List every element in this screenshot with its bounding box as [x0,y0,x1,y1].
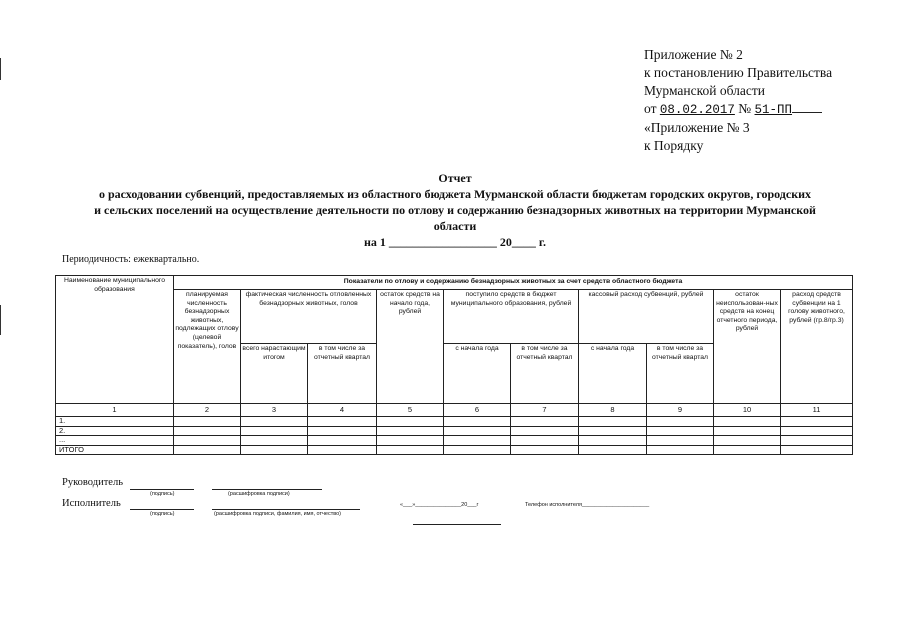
report-heading: Отчет [438,171,472,185]
table-row [56,417,853,427]
extra-line [413,524,501,525]
column-number: 7 [511,404,579,417]
row-label: ... [56,436,174,446]
date-blank: «___»_______________20___г [400,502,479,508]
header-balance-unused: остаток неиспользован-ных средств на конец отчетного периода, рублей [714,290,781,404]
head-sign-caption: (подпись) [150,491,175,497]
phone-field: Телефон исполнителя______________________ [525,502,650,508]
report-title-line: и сельских поселений на осуществление деятельности по отлову и содержанию безнадзорных животных на территории Мурманской [94,203,816,217]
row-label: 1. [56,417,174,427]
header-actual-total: всего нарастающим итогом [241,344,308,404]
column-number: 9 [647,404,714,417]
executor-sign-line [130,509,194,510]
header-received-quarter: в том числе за отчетный квартал [511,344,579,404]
report-table [55,275,853,455]
column-numbers-row [56,404,853,417]
header-actual: фактическая численность отловленных безнадзорных животных, голов [241,290,377,344]
column-number: 8 [579,404,647,417]
appendix-line: к Порядку [644,138,704,153]
executor-decode-line [212,509,360,510]
table-row [56,426,853,436]
appendix-line: Приложение № 2 [644,47,743,62]
table-row [56,436,853,446]
appendix-line: «Приложение № 3 [644,120,750,135]
appendix-number: 51-ПП [754,103,793,117]
row-label: ИТОГО [56,445,174,455]
executor-sign-caption: (подпись) [150,511,175,517]
appendix-block [644,46,832,155]
header-per-head: расход средств субвенции на 1 голову животного, рублей (гр.8/гр.3) [781,290,853,404]
appendix-date-line [644,100,832,119]
number-sign: № [738,101,752,116]
head-decode-line [212,489,322,490]
header-actual-quarter: в том числе за отчетный квартал [308,344,377,404]
header-cash-year: с начала года [579,344,647,404]
appendix-line: к постановлению Правительства [644,65,833,80]
head-sign-line [130,489,194,490]
column-number: 2 [174,404,241,417]
periodicity: Периодичность: ежеквартально. [62,254,200,265]
column-number: 6 [444,404,511,417]
report-title-line: области [433,219,477,233]
row-label: 2. [56,426,174,436]
scan-edge-mark [0,58,1,80]
column-number: 1 [56,404,174,417]
executor-decode-caption: (расшифровка подписи, фамилия, имя, отчество) [214,511,341,517]
report-title [60,170,850,250]
header-cash-quarter: в том числе за отчетный квартал [647,344,714,404]
appendix-date: 08.02.2017 [659,103,735,117]
header-cash: кассовый расход субвенций, рублей [579,290,714,344]
header-received-year: с начала года [444,344,511,404]
header-planned: планируемая численность безнадзорных животных, подлежащих отлову (целевой показатель), голов [174,290,241,404]
table-row-total [56,445,853,455]
header-balance-start: остаток средств на начало года, рублей [377,290,444,404]
column-number: 5 [377,404,444,417]
report-title-line: о расходовании субвенций, предоставляемых из областного бюджета Мурманской области бюджетам городских округов, городских [98,187,812,201]
executor-label: Исполнитель [62,498,121,509]
header-group: Показатели по отлову и содержанию безнадзорных животных за счет средств областного бюджета [174,276,853,290]
header-municipality: Наименование муниципального образования [56,276,174,404]
from-prefix: от [644,101,657,116]
column-number: 4 [308,404,377,417]
appendix-line: Мурманской области [644,83,765,98]
head-decode-caption: (расшифровка подписи) [228,491,290,497]
column-number: 10 [714,404,781,417]
column-number: 3 [241,404,308,417]
scan-edge-mark [0,305,1,335]
header-received: поступило средств в бюджет муниципального образования, рублей [444,290,579,344]
head-label: Руководитель [62,477,123,488]
column-number: 11 [781,404,853,417]
report-date-line: на 1 __________________ 20____ г. [363,235,546,249]
